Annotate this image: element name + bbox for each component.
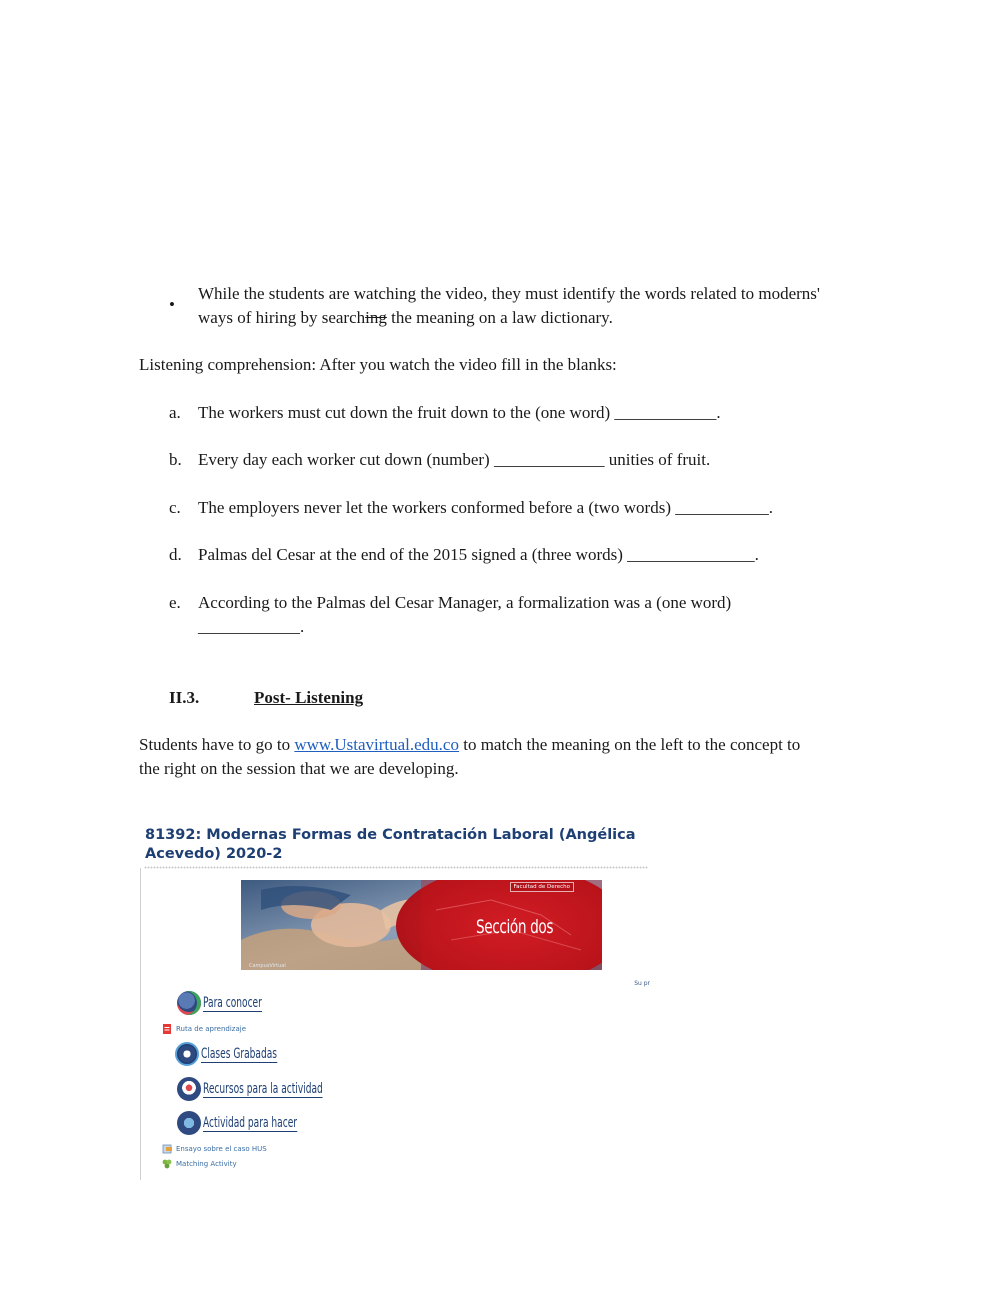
resources-icon	[177, 1077, 201, 1101]
section-banner	[241, 880, 602, 970]
menu-item-matching-activity[interactable]	[162, 1159, 237, 1169]
bullet-line-2: ways of hiring by searching the meaning on a law dictionary.	[198, 308, 613, 327]
question-marker: b.	[169, 450, 182, 469]
assignment-icon	[162, 1144, 172, 1154]
course-title[interactable]: 81392: Modernas Formas de Contratación Laboral (Angélica Acevedo) 2020-2	[145, 827, 636, 862]
struck-text: ing	[365, 308, 387, 327]
question-d: Palmas del Cesar at the end of the 2015 signed a (three words) _______________.	[198, 545, 759, 564]
question-marker: d.	[169, 545, 182, 564]
menu-label: Para conocer	[203, 994, 262, 1011]
bullet-line-1: While the students are watching the video, they must identify the words related to moderns'	[198, 284, 820, 303]
menu-label: Matching Activity	[176, 1160, 237, 1168]
ustavirtual-link[interactable]: www.Ustavirtual.edu.co	[294, 735, 459, 754]
menu-item-ensayo[interactable]	[162, 1144, 267, 1154]
bullet-marker: •	[169, 295, 175, 314]
side-text: Su pr	[634, 980, 650, 987]
video-icon	[175, 1042, 199, 1066]
divider	[144, 866, 648, 869]
menu-label: Actividad para hacer	[203, 1114, 298, 1131]
course-screenshot	[140, 820, 652, 1180]
question-c: The employers never let the workers conformed before a (two words) ___________.	[198, 498, 773, 517]
section-title: Post- Listening	[254, 688, 364, 707]
menu-item-para-conocer[interactable]	[177, 991, 285, 1015]
pdf-icon	[162, 1024, 172, 1034]
banner-tag: Facultad de Derecho	[510, 882, 574, 892]
question-marker: e.	[169, 593, 181, 612]
screenshot-left-border	[140, 868, 141, 1180]
menu-label: Clases Grabadas	[201, 1045, 277, 1062]
banner-title: Sección dos	[476, 916, 554, 938]
post-listening-line-2: the right on the session that we are developing.	[139, 759, 459, 778]
puzzle-icon	[162, 1159, 172, 1169]
question-a: The workers must cut down the fruit down to the (one word) ____________.	[198, 403, 721, 422]
section-number: II.3.	[169, 688, 200, 707]
menu-item-actividad[interactable]	[177, 1111, 334, 1135]
question-e: According to the Palmas del Cesar Manager, a formalization was a (one word)	[198, 593, 732, 612]
menu-item-recursos[interactable]	[177, 1077, 369, 1101]
para-conocer-icon	[177, 991, 201, 1015]
question-e-blank: ____________.	[198, 617, 305, 636]
menu-label: Recursos para la actividad	[203, 1080, 323, 1097]
menu-label: Ensayo sobre el caso HUS	[176, 1145, 267, 1153]
campus-logo: CampusVirtual	[249, 963, 286, 969]
menu-label: Ruta de aprendizaje	[176, 1025, 247, 1033]
menu-item-clases-grabadas[interactable]	[175, 1042, 307, 1066]
question-marker: a.	[169, 403, 181, 422]
post-listening-line-1: Students have to go to www.Ustavirtual.edu.co to match the meaning on the left to the concept to	[139, 735, 801, 754]
question-b: Every day each worker cut down (number) _____________ unities of fruit.	[198, 450, 711, 469]
question-marker: c.	[169, 498, 181, 517]
activity-icon	[177, 1111, 201, 1135]
menu-item-ruta-aprendizaje[interactable]	[162, 1024, 246, 1034]
listening-intro: Listening comprehension: After you watch the video fill in the blanks:	[139, 355, 617, 374]
